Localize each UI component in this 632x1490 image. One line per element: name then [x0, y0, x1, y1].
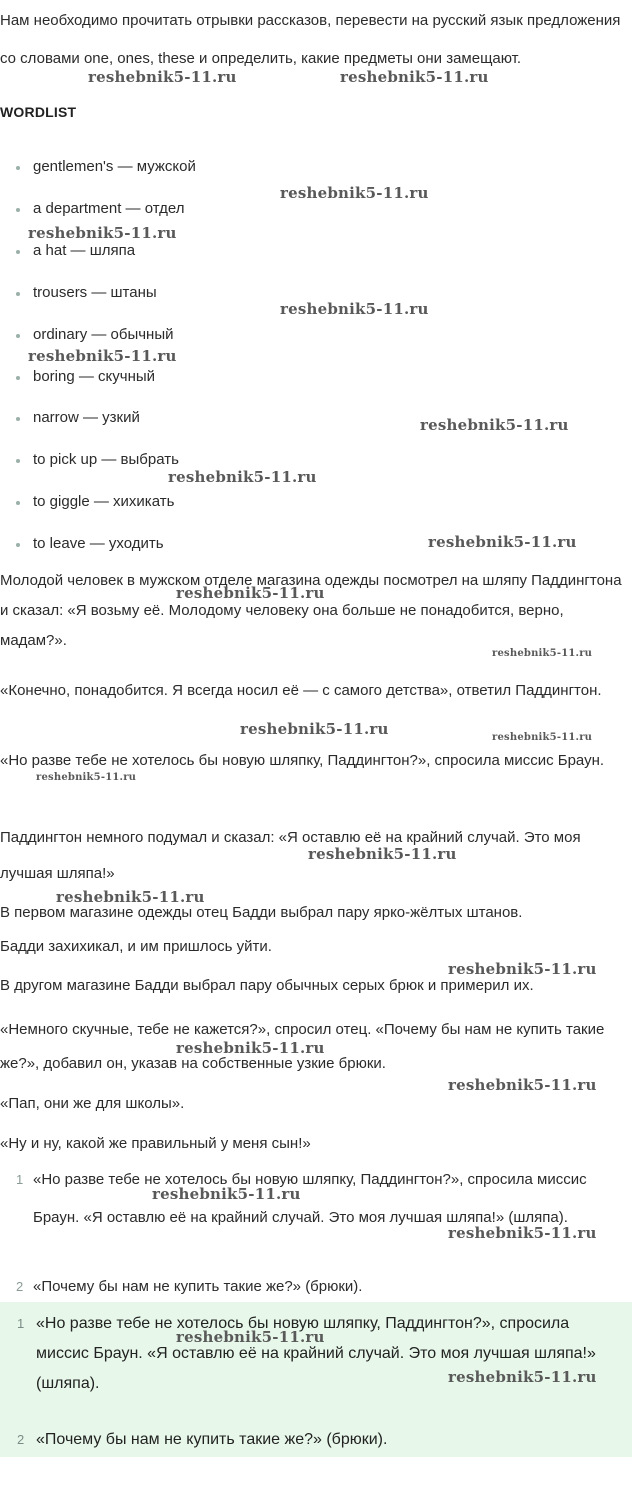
item-text: «Но разве тебе не хотелось бы новую шляпку, Паддингтон?», спросила миссис Браун. «Я оставлю её на крайний случай. Это моя лучшая шляпа!» (шляпа). [33, 1171, 587, 1226]
watermark: reshebnik5-11.ru [340, 68, 489, 86]
watermark: reshebnik5-11.ru [492, 648, 593, 659]
watermark: reshebnik5-11.ru [28, 224, 177, 242]
item-text: «Почему бы нам не купить такие же?» (брюки). [36, 1431, 388, 1448]
watermark: reshebnik5-11.ru [448, 1368, 597, 1386]
watermark: reshebnik5-11.ru [308, 845, 457, 863]
bullet-icon [16, 208, 20, 212]
intro-paragraph: Нам необходимо прочитать отрывки рассказов, перевести на русский язык предложения со словами one, ones, these и определить, какие предметы они замещают. [0, 12, 621, 67]
watermark: reshebnik5-11.ru [176, 1328, 325, 1346]
bullet-icon [16, 376, 20, 380]
watermark: reshebnik5-11.ru [280, 300, 429, 318]
story-paragraph: В первом магазине одежды отец Бадди выбрал пару ярко-жёлтых штанов. [0, 904, 523, 921]
watermark: reshebnik5-11.ru [88, 68, 237, 86]
watermark: reshebnik5-11.ru [448, 960, 597, 978]
story-paragraph: Молодой человек в мужском отделе магазина одежды посмотрел на шляпу Паддингтона и сказал: «Я возьму её. Молодому человеку она больше не понадобится, верно, мадам?». [0, 572, 622, 649]
item-number: 2 [17, 1432, 25, 1447]
watermark: reshebnik5-11.ru [448, 1076, 597, 1094]
item-number: 1 [17, 1316, 25, 1331]
watermark: reshebnik5-11.ru [176, 1039, 325, 1057]
watermark: reshebnik5-11.ru [428, 533, 577, 551]
story-paragraph: Бадди захихикал, и им пришлось уйти. [0, 938, 272, 955]
story-paragraph: «Ну и ну, какой же правильный у меня сын!» [0, 1135, 311, 1152]
item-number: 1 [16, 1172, 24, 1187]
bullet-icon [16, 417, 20, 421]
watermark: reshebnik5-11.ru [56, 888, 205, 906]
story-paragraph: «Но разве тебе не хотелось бы новую шляпку, Паддингтон?», спросила миссис Браун. [0, 752, 605, 769]
bullet-icon [16, 166, 20, 170]
watermark: reshebnik5-11.ru [420, 416, 569, 434]
watermark: reshebnik5-11.ru [492, 732, 593, 743]
watermark: reshebnik5-11.ru [168, 468, 317, 486]
story-paragraph: «Конечно, понадобится. Я всегда носил её — с самого детства», ответил Паддингтон. [0, 682, 602, 699]
item-number: 2 [16, 1279, 24, 1294]
bullet-icon [16, 543, 20, 547]
watermark: reshebnik5-11.ru [240, 720, 389, 738]
story-paragraph: Паддингтон немного подумал и сказал: «Я оставлю её на крайний случай. Это моя лучшая шляпа!» [0, 829, 581, 882]
bullet-icon [16, 292, 20, 296]
bullet-icon [16, 459, 20, 463]
watermark: reshebnik5-11.ru [448, 1224, 597, 1242]
bullet-icon [16, 250, 20, 254]
wordlist-heading: WORDLIST [0, 104, 77, 120]
story-paragraph: В другом магазине Бадди выбрал пару обычных серых брюк и примерил их. [0, 977, 534, 994]
watermark: reshebnik5-11.ru [28, 347, 177, 365]
story-paragraph: «Немного скучные, тебе не кажется?», спросил отец. «Почему бы нам не купить такие же?», добавил он, указав на собственные узкие брюки. [0, 1021, 605, 1072]
watermark: reshebnik5-11.ru [280, 184, 429, 202]
bullet-icon [16, 334, 20, 338]
item-text: «Почему бы нам не купить такие же?» (брюки). [33, 1278, 363, 1295]
watermark: reshebnik5-11.ru [176, 584, 325, 602]
bullet-icon [16, 501, 20, 505]
story-paragraph: «Пап, они же для школы». [0, 1095, 185, 1112]
item-text: «Но разве тебе не хотелось бы новую шляпку, Паддингтон?», спросила миссис Браун. «Я оставлю её на крайний случай. Это моя лучшая шляпа!» (шляпа). [36, 1315, 596, 1392]
watermark: reshebnik5-11.ru [36, 772, 137, 783]
watermark: reshebnik5-11.ru [152, 1185, 301, 1203]
